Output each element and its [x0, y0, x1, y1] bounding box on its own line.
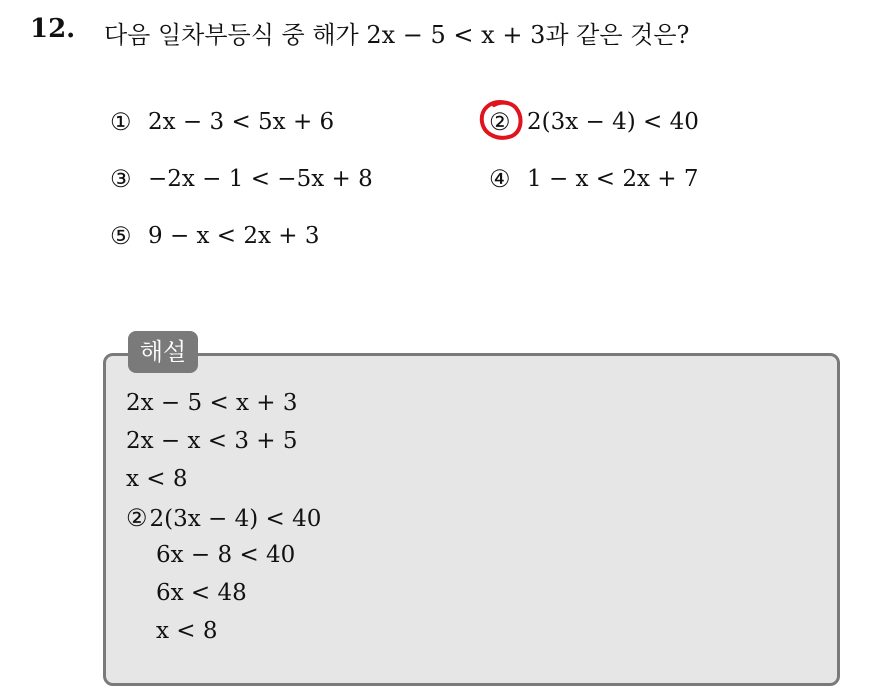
solution-option-number: ② — [126, 504, 148, 532]
option-5[interactable] — [110, 222, 320, 250]
option-expression: 2x − 3 < 5x + 6 — [148, 109, 335, 135]
solution-line-6: 6x < 48 — [156, 580, 247, 606]
answer-circle-mark — [477, 97, 525, 143]
option-1[interactable] — [110, 108, 334, 136]
solution-line-4 — [126, 504, 321, 532]
solution-label: 해설 — [128, 331, 198, 373]
solution-line-2: 2x − x < 3 + 5 — [126, 428, 298, 454]
option-expression: 1 − x < 2x + 7 — [527, 166, 699, 192]
option-number: ④ — [489, 165, 511, 193]
solution-line-7: x < 8 — [156, 618, 218, 644]
solution-line-4-expr: 2(3x − 4) < 40 — [149, 506, 322, 532]
option-number: ⑤ — [110, 222, 132, 250]
option-number: ② — [489, 108, 511, 136]
option-number: ① — [110, 108, 132, 136]
question-text: 다음 일차부등식 중 해가 2x − 5 < x + 3과 같은 것은? — [104, 21, 690, 49]
option-expression: 2(3x − 4) < 40 — [527, 109, 699, 135]
option-number: ③ — [110, 165, 132, 193]
option-3[interactable] — [110, 165, 373, 193]
option-4[interactable] — [489, 165, 699, 193]
option-expression: −2x − 1 < −5x + 8 — [148, 166, 373, 192]
solution-line-5: 6x − 8 < 40 — [156, 542, 296, 568]
solution-line-3: x < 8 — [126, 466, 188, 492]
option-expression: 9 − x < 2x + 3 — [148, 223, 320, 249]
solution-line-1: 2x − 5 < x + 3 — [126, 390, 298, 416]
question-number: 12. — [30, 14, 76, 44]
